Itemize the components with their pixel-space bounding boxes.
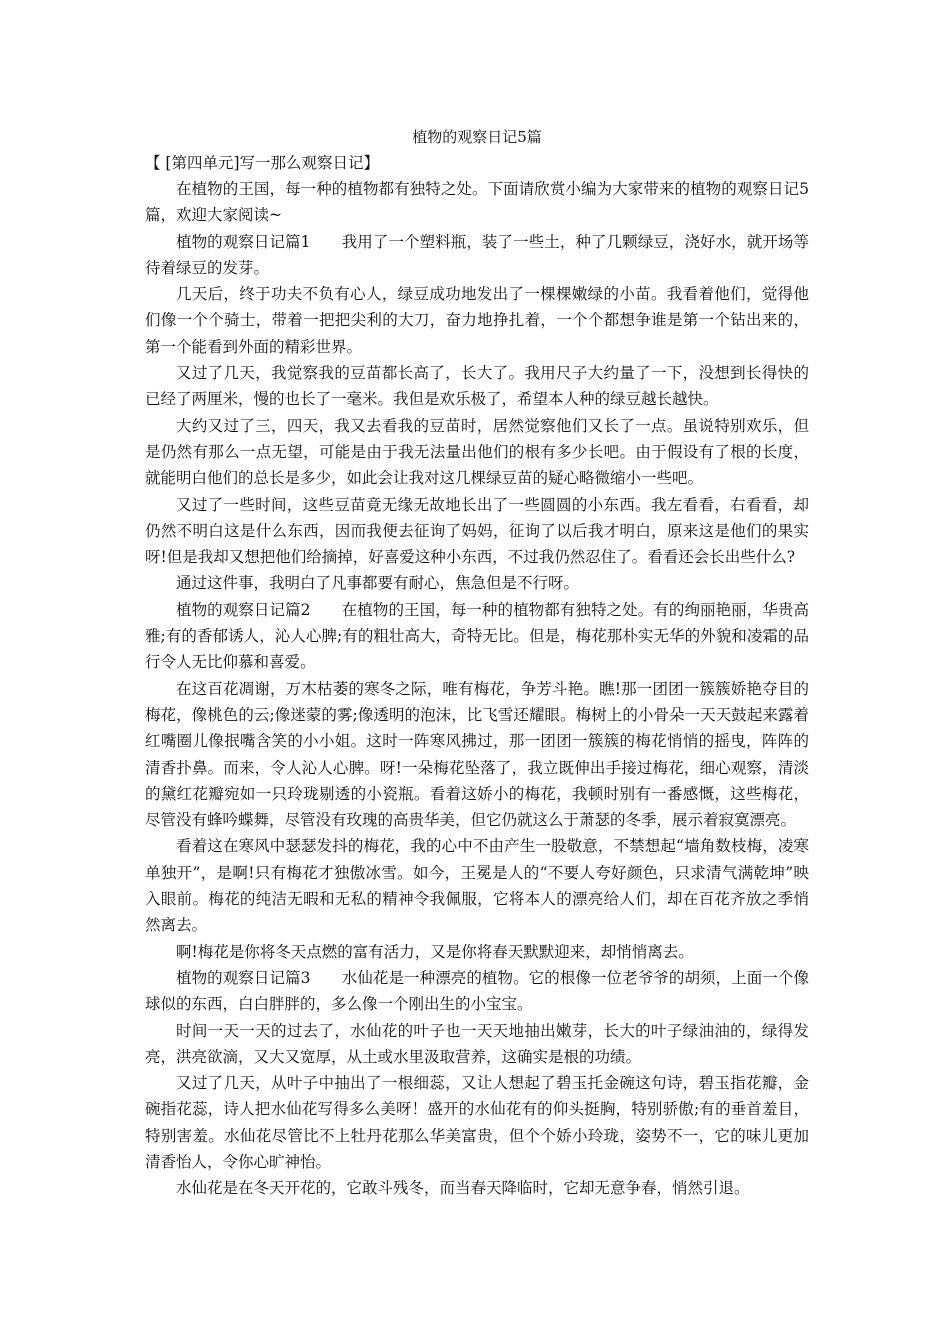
paragraph: 又过了几天，从叶子中抽出了一根细蕊，又让人想起了碧玉托金碗这句诗，碧玉指花瓣，金碗指花蕊，诗人把水仙花写得多么美呀！盛开的水仙花有的仰头挺胸，特别骄傲;有的垂首羞目，特别害羞。水仙花尽管比不上牡丹花那么华美富贵，但个个娇小玲珑，姿势不一，它的味儿更加清香怡人，令你心旷神怡。: [145, 1074, 809, 1171]
paragraph: 在这百花凋谢，万木枯萎的寒冬之际，唯有梅花，争芳斗艳。瞧!那一团团一簇簇娇艳夺目的梅花，像桃色的云;像迷蒙的雾;像透明的泡沫，比飞雪还耀眼。梅树上的小骨朵一天天鼓起来露着红嘴圈儿像抿嘴含笑的小小姐。这时一阵寒风拂过，那一团团一簇簇的梅花悄悄的摇曳，阵阵的清香扑鼻。而来，令人沁人心脾。呀!一朵梅花坠落了，我立既伸出手接过梅花，细心观察，清淡的黛红花瓣宛如一只玲珑剔透的小瓷瓶。看着这娇小的梅花，我顿时别有一番感慨，这些梅花，尽管没有蜂吟蝶舞，尽管没有玫瑰的高贵华美，但它仍就这么于萧瑟的冬季，展示着寂寞漂亮。: [145, 679, 809, 830]
paragraph-diary-2-start: 植物的观察日记篇2 在植物的王国，每一种的植物都有独特之处。有的绚丽艳丽，华贵高雅;有的香郁诱人，沁人心脾;有的粗壮高大，奇特无比。但是，梅花那朴实无华的外貌和凌霜的品行令人无比仰慕和喜爱。: [145, 600, 809, 672]
paragraph: 啊!梅花是你将冬天点燃的富有活力，又是你将春天默默迎来，却悄悄离去。: [176, 942, 694, 961]
paragraph: 通过这件事，我明白了凡事都要有耐心，焦急但是不行呀。: [176, 574, 580, 593]
paragraph: 时间一天一天的过去了，水仙花的叶子也一天天地抽出嫩芽，长大的叶子绿油油的，绿得发亮，洪亮欲滴，又大又宽厚，从土或水里汲取营养，这确实是根的功绩。: [145, 1021, 809, 1066]
paragraph-diary-1-start: 植物的观察日记篇1 我用了一个塑料瓶，装了一些土，种了几颗绿豆，浇好水，就开场等待着绿豆的发芽。: [145, 232, 809, 277]
paragraph: 水仙花是在冬天开花的，它敢斗残冬，而当春天降临时，它却无意争春，悄然引退。: [176, 1179, 750, 1198]
document-title: 植物的观察日记5篇: [412, 128, 542, 146]
paragraph: 看着这在寒风中瑟瑟发抖的梅花，我的心中不由产生一股敬意，不禁想起“墙角数枝梅，凌寒单独开”，是啊!只有梅花才独傲冰雪。如今，王冕是人的“不要人夸好颜色，只求清气满乾坤”映入眼前。梅花的纯洁无暇和无私的精神令我佩服，它将本人的漂亮给人们，却在百花齐放之季悄然离去。: [145, 837, 809, 935]
document-page: [145, 124, 809, 1202]
paragraph: 几天后，终于功夫不负有心人，绿豆成功地发出了一棵棵嫩绿的小苗。我看着他们，觉得他们像一个个骑士，带着一把把尖利的大刀，奋力地挣扎着，一个个都想争谁是第一个钻出来的，第一个能看到外面的精彩世界。: [145, 285, 809, 356]
paragraph-intro: 在植物的王国，每一种的植物都有独特之处。下面请欣赏小编为大家带来的植物的观察日记5篇，欢迎大家阅读~: [145, 180, 809, 225]
paragraph: 又过了几天，我觉察我的豆苗都长高了，长大了。我用尺子大约量了一下，没想到长得快的已经了两厘米，慢的也长了一毫米。我但是欢乐极了，希望本人种的绿豆越长越快。: [145, 364, 809, 409]
paragraph-diary-3-start: 植物的观察日记篇3 水仙花是一种漂亮的植物。它的根像一位老爷爷的胡须，上面一个像球似的东西，白白胖胖的，多么像一个刚出生的小宝宝。: [145, 968, 809, 1014]
paragraph: 又过了一些时间，这些豆苗竟无缘无故地长出了一些圆圆的小东西。我左看看，右看看，却仍然不明白这是什么东西，因而我便去征询了妈妈，征询了以后我才明白，原来这是他们的果实呀!但是我却又想把他们给摘掉，好喜爱这种小东西，不过我仍然忍住了。看看还会长出些什么?: [145, 495, 809, 567]
paragraph: 大约又过了三，四天，我又去看我的豆苗时，居然觉察他们又长了一点。虽说特别欢乐，但是仍然有那么一点无望，可能是由于我无法量出他们的根有多少长吧。由于假设有了根的长度，就能明白他们的总长是多少，如此会让我对这几棵绿豆苗的疑心略微缩小一些吧。: [145, 416, 809, 488]
section-label: 【 [第四单元]写一那么观察日记】: [145, 154, 380, 172]
